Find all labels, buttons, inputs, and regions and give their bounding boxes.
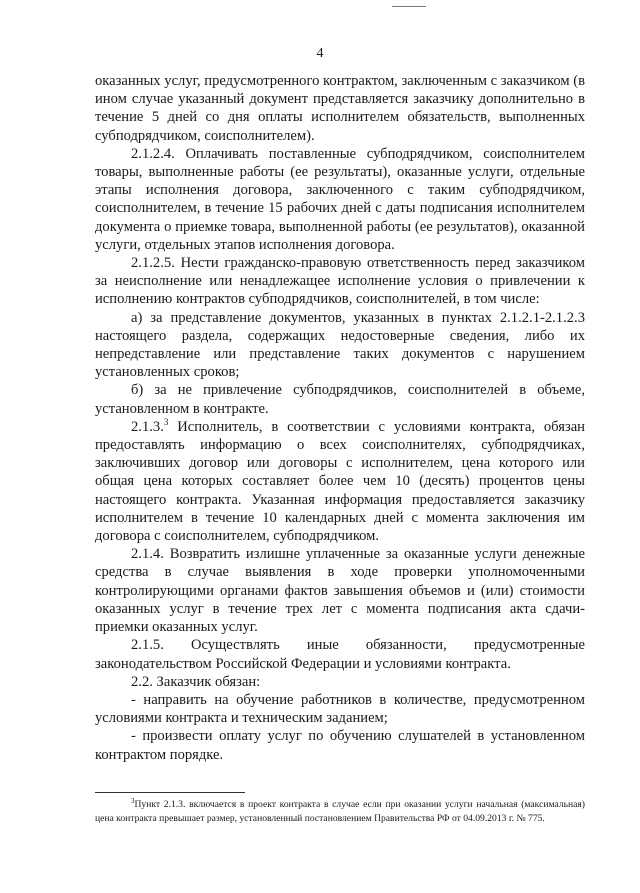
footnote-number: 3 bbox=[131, 796, 135, 805]
top-rule bbox=[392, 6, 426, 7]
paragraph-item-b: б) за не привлечение субподрядчиков, соисполнителей в объеме, установленном в контракте. bbox=[95, 382, 585, 417]
page-number: 4 bbox=[316, 46, 324, 61]
paragraph-continuation: оказанных услуг, предусмотренного контрактом, заключенным с заказчиком (в ином случае указанный документ представляется заказчику дополнительно в течение 5 дней со дня оплаты исполнителем обязательств, выполненных субподрядчиком, соисполнителем). bbox=[95, 73, 585, 144]
footnote bbox=[95, 798, 585, 826]
paragraph-2-2: 2.2. Заказчик обязан: bbox=[131, 673, 261, 690]
paragraph-2-1-2-5: 2.1.2.5. Нести гражданско-правовую ответственность перед заказчиком за неисполнение или ненадлежащее исполнение условия о привлечении к исполнению контрактов субподрядчиков, соисполнителей, в том числе: bbox=[95, 255, 585, 308]
paragraph-2-1-5: 2.1.5. Осуществлять иные обязанности, предусмотренные законодательством Российской Федерации и условиями контракта. bbox=[95, 637, 585, 672]
paragraph-2-1-2-4: 2.1.2.4. Оплачивать поставленные субподрядчиком, соисполнителем товары, выполненные работы (ее результаты), оказанные услуги, отдельные этапы исполнения договора, заключенного с таким субподрядчиком, соисполнителем, в течение 15 рабочих дней с даты подписания исполнителем документа о приемке товара, выполненной работы (ее результатов), оказанной услуги, отдельных этапов исполнения договора. bbox=[95, 145, 585, 253]
paragraph-customer-duty-1: - направить на обучение работников в количестве, предусмотренном условиями контракта и техническим заданием; bbox=[95, 691, 585, 727]
paragraph-2-1-3 bbox=[95, 418, 585, 545]
footnote-divider bbox=[95, 792, 245, 793]
footnote-text: Пункт 2.1.3. включается в проект контракта в случае если при оказании услуги начальная (максимальная) цена контракта превышает размер, установленный постановлением Правительства РФ от 04.09.2013 г. № 775. bbox=[95, 799, 585, 824]
clause-text: Исполнитель, в соответствии с условиями контракта, обязан предоставлять информацию о всех соисполнителях, субподрядчиках, заключивших договор или договоры с исполнителем, цена которого или общая цена которых составляет более чем 10 (десять) процентов цены настоящего контракта. Указанная информация предоставляется заказчику исполнителем в течение 10 календарных дней с момента заключения им договора с соисполнителем, субподрядчиком. bbox=[95, 418, 585, 545]
document-body bbox=[95, 72, 585, 764]
paragraph-item-a: а) за представление документов, указанных в пунктах 2.1.2.1-2.1.2.3 настоящего раздела, содержащих недостоверные сведения, либо их непредставление или представление таких документов с нарушением установленных сроков; bbox=[95, 309, 585, 381]
paragraph-2-1-4: 2.1.4. Возвратить излишне уплаченные за оказанные услуги денежные средства в случае выявления в ходе проверки уполномоченными контролирующими органами фактов завышения объемов и (или) стоимости оказанных услуг в течение трех лет с момента подписания акта сдачи-приемки оказанных услуг. bbox=[95, 546, 585, 636]
footnote-marker: 3 bbox=[163, 417, 169, 427]
clause-number: 2.1.3. bbox=[131, 418, 164, 435]
paragraph-customer-duty-2: - произвести оплату услуг по обучению слушателей в установленном контрактом порядке. bbox=[95, 728, 585, 763]
